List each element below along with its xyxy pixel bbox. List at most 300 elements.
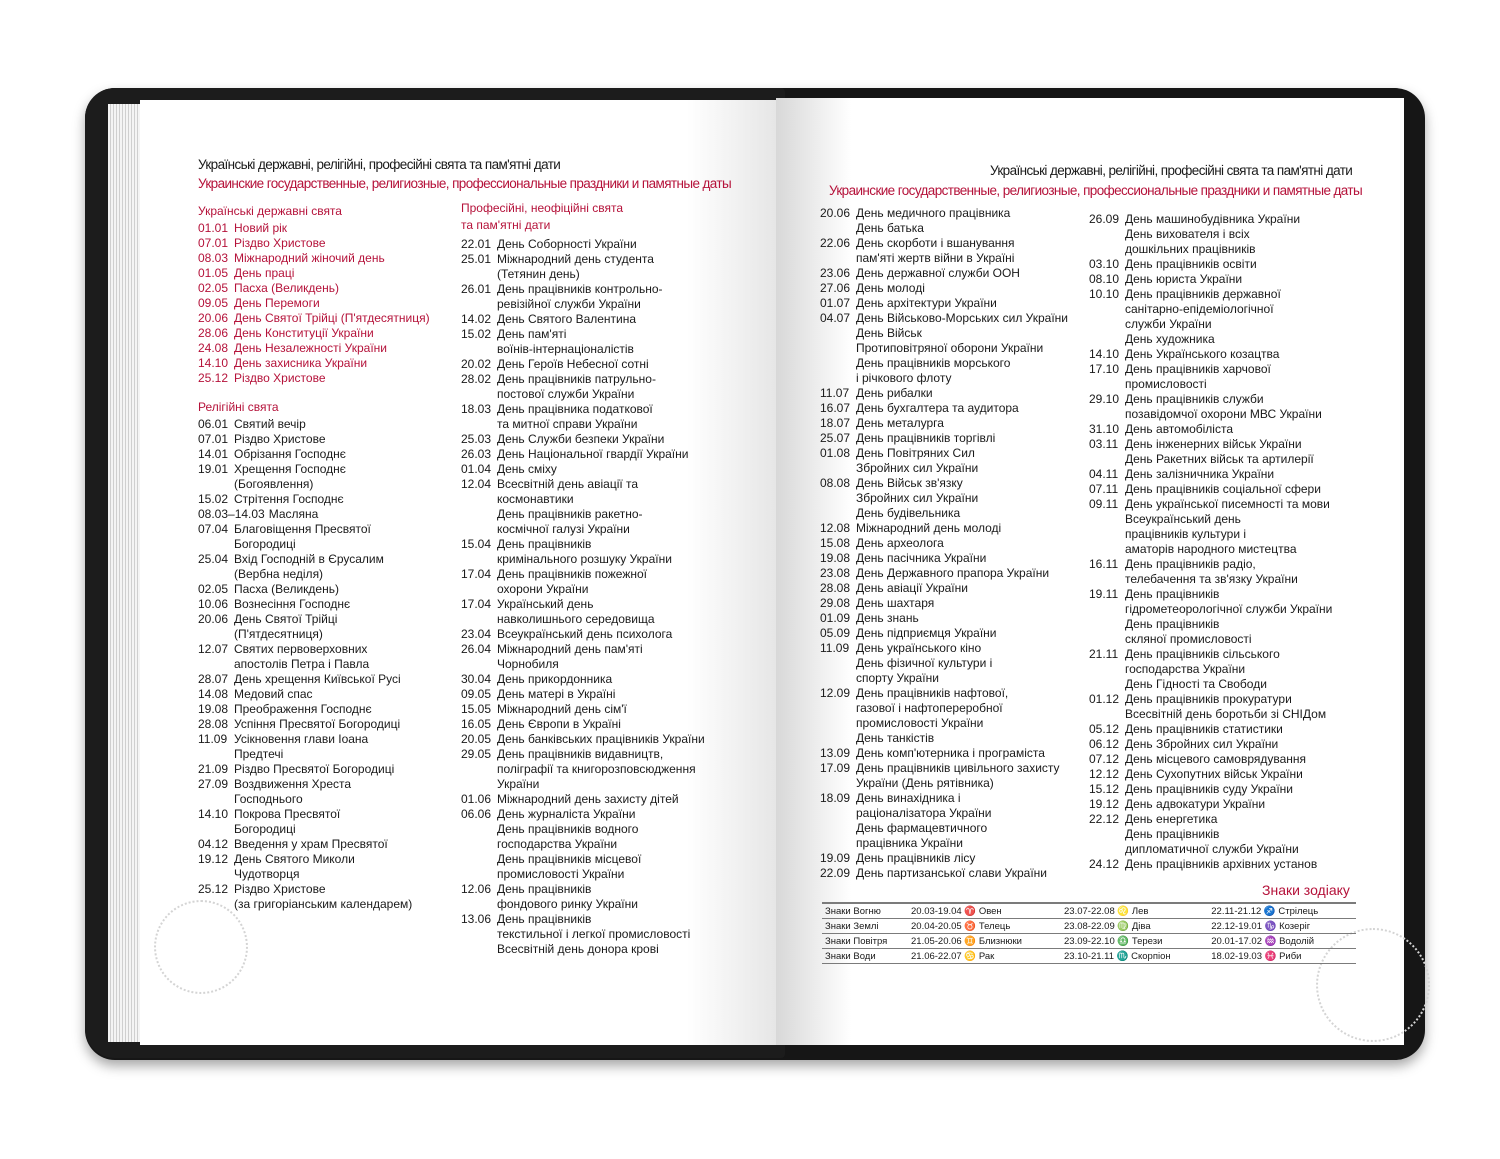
list-item	[820, 476, 1068, 491]
list-item	[1089, 587, 1332, 602]
event-date: 17.04	[461, 597, 492, 611]
list-item	[1089, 257, 1332, 272]
list-item	[461, 477, 705, 492]
event-date: 15.12	[1089, 782, 1120, 796]
list-item	[461, 627, 705, 642]
event-name-continued: Всеукраїнський день	[1125, 512, 1241, 526]
state-holidays-title: Українські державні свята	[198, 204, 342, 218]
event-name-continued: День працівників водного	[497, 822, 639, 836]
list-item	[461, 882, 705, 897]
event-date: 29.10	[1089, 392, 1120, 406]
event-date: 12.06	[461, 882, 492, 896]
event-name: День працівників нафтової,	[856, 686, 1009, 700]
event-name-continued: пам'яті жертв війни в Україні	[856, 251, 1015, 265]
event-date: 01.12	[1089, 692, 1120, 706]
event-date: 10.06	[198, 597, 229, 611]
event-name-continued: телебачення та зв'язку України	[1125, 572, 1298, 586]
event-name-continued: апостолів Петра і Павла	[234, 657, 370, 671]
list-item	[461, 672, 705, 687]
event-date: 14.10	[198, 356, 229, 370]
event-date: 06.01	[198, 417, 229, 431]
event-date: 19.09	[820, 851, 851, 865]
list-item	[1089, 557, 1332, 572]
event-name: Воздвиження Хреста	[234, 777, 352, 791]
list-item	[198, 281, 430, 296]
event-name: Різдво Пресвятої Богородиці	[234, 762, 395, 776]
event-name: День архітектури України	[856, 296, 997, 310]
event-name: Різдво Христове	[234, 432, 326, 446]
event-name: День захисника України	[234, 356, 368, 370]
list-item	[820, 596, 1068, 611]
zodiac-element: Знаки Землі	[822, 919, 908, 934]
list-item	[461, 402, 705, 417]
event-name-continued: (Вербна неділя)	[234, 567, 324, 581]
event-name-continued: День працівників	[1125, 617, 1220, 631]
zodiac-sign: 20.03-19.04 ♈ Овен	[908, 903, 1061, 919]
list-item	[461, 717, 705, 732]
event-name: День працівників видавництв,	[497, 747, 664, 761]
list-item	[198, 687, 430, 702]
event-date: 04.07	[820, 311, 851, 325]
list-item	[461, 792, 705, 807]
event-name: День партизанської слави України	[856, 866, 1048, 880]
event-date: 08.03–14.03	[198, 507, 265, 521]
list-item	[820, 791, 1068, 806]
event-name: День винахідника і	[856, 791, 961, 805]
event-name-continued: Збройних сил України	[856, 461, 979, 475]
event-date: 20.05	[461, 732, 492, 746]
list-item	[461, 372, 705, 387]
list-item	[461, 237, 705, 252]
event-name: День енергетика	[1125, 812, 1218, 826]
event-date: 22.06	[820, 236, 851, 250]
list-item	[820, 236, 1068, 251]
event-name: Стрітення Господнє	[234, 492, 344, 506]
event-date: 14.02	[461, 312, 492, 326]
event-name-continued: господарства України	[497, 837, 618, 851]
list-item	[198, 852, 430, 867]
list-item	[820, 746, 1068, 761]
list-item	[820, 266, 1068, 281]
event-date: 25.12	[198, 882, 229, 896]
event-name-continued: аматорів народного мистецтва	[1125, 542, 1297, 556]
left-header-ua: Українські державні, релігійні, професійні свята та пам'ятні дати	[198, 157, 561, 172]
event-date: 15.02	[461, 327, 492, 341]
event-name: День Військово-Морських сил України	[856, 311, 1069, 325]
professional-title-1: Професійні, неофіційні свята	[461, 201, 624, 215]
event-name-continued: Збройних сил України	[856, 491, 979, 505]
event-name-continued: Всесвітній день донора крові	[497, 942, 659, 956]
event-date: 01.05	[198, 266, 229, 280]
event-date: 18.07	[820, 416, 851, 430]
left-column-2	[461, 201, 705, 957]
event-date: 09.05	[198, 296, 229, 310]
professional-holidays-list	[461, 237, 705, 957]
event-name: День Повітряних Сил	[856, 446, 975, 460]
zodiac-sign: 23.10-21.11 ♏ Скорпіон	[1061, 949, 1208, 964]
event-date: 19.08	[820, 551, 851, 565]
list-item	[198, 582, 430, 597]
list-item	[461, 912, 705, 927]
list-item	[820, 416, 1068, 431]
event-name-continued: воїнів-інтернаціоналістів	[497, 342, 634, 356]
event-name-continued: позавідомчої охорони МВС України	[1125, 407, 1322, 421]
event-name: День авіації України	[856, 581, 968, 595]
list-item	[1089, 767, 1332, 782]
zodiac-element: Знаки Води	[822, 949, 908, 964]
event-name-continued: охорони України	[497, 582, 589, 596]
event-date: 17.04	[461, 567, 492, 581]
event-name-continued: Господнього	[234, 792, 303, 806]
list-item	[1089, 692, 1332, 707]
event-name: Міжнародний день студента	[497, 252, 654, 266]
event-date: 02.05	[198, 582, 229, 596]
list-item	[461, 687, 705, 702]
left-header-ru: Украинские государственные, религиозные, профессиональные праздники и памятные даты	[198, 176, 732, 191]
state-holidays-list	[198, 221, 430, 386]
event-date: 27.06	[820, 281, 851, 295]
event-name: День працівників контрольно-	[497, 282, 663, 296]
event-date: 12.09	[820, 686, 851, 700]
list-item	[461, 462, 705, 477]
event-name-continued: Всесвітній день боротьби зі СНІДом	[1125, 707, 1327, 721]
event-name-continued: День працівників морського	[856, 356, 1011, 370]
event-date: 19.12	[198, 852, 229, 866]
event-date: 10.10	[1089, 287, 1120, 301]
event-name-continued: Богородиці	[234, 822, 296, 836]
event-name: День хрещення Київської Русі	[234, 672, 401, 686]
event-date: 09.05	[461, 687, 492, 701]
event-date: 08.10	[1089, 272, 1120, 286]
event-name: Преображення Господнє	[234, 702, 372, 716]
event-name-continued: промисловості України	[856, 716, 984, 730]
list-item	[198, 597, 430, 612]
list-item	[461, 747, 705, 762]
event-date: 25.12	[198, 371, 229, 385]
event-date: 04.12	[198, 837, 229, 851]
event-name: День Святої Трійці	[234, 612, 338, 626]
event-date: 30.04	[461, 672, 492, 686]
event-date: 19.08	[198, 702, 229, 716]
list-item	[198, 221, 430, 236]
event-name: День працівників освіти	[1125, 257, 1257, 271]
list-item	[1089, 647, 1332, 662]
event-name: День Перемоги	[234, 296, 320, 310]
list-item	[1089, 272, 1332, 287]
event-date: 14.01	[198, 447, 229, 461]
event-name: Пасха (Великдень)	[234, 281, 339, 295]
event-date: 01.01	[198, 221, 229, 235]
event-name: Святих первоверховних	[234, 642, 368, 656]
event-name-continued: День фармацевтичного	[856, 821, 988, 835]
event-name: Всеукраїнський день психолога	[497, 627, 673, 641]
event-name: День працівників	[497, 537, 592, 551]
list-item	[198, 236, 430, 251]
event-date: 05.09	[820, 626, 851, 640]
event-name-continued: і річкового флоту	[856, 371, 952, 385]
event-name: День Святого Миколи	[234, 852, 355, 866]
left-column-1	[198, 204, 430, 912]
event-name: День працівників	[497, 882, 592, 896]
event-name: День Незалежності України	[234, 341, 387, 355]
religious-holidays-title: Релігійні свята	[198, 400, 279, 414]
event-date: 21.09	[198, 762, 229, 776]
event-name-continued: промисловості України	[497, 867, 625, 881]
event-name-continued: (Богоявлення)	[234, 477, 314, 491]
event-date: 20.06	[198, 311, 229, 325]
event-name: День Служби безпеки України	[497, 432, 665, 446]
event-date: 08.08	[820, 476, 851, 490]
event-date: 19.12	[1089, 797, 1120, 811]
event-name: День українського кіно	[856, 641, 982, 655]
event-date: 11.09	[198, 732, 228, 746]
professional-title-2: та пам'ятні дати	[461, 218, 551, 232]
event-name-continued: промисловості	[1125, 377, 1207, 391]
list-item	[820, 311, 1068, 326]
event-name-continued: (П'ятдесятниця)	[234, 627, 323, 641]
event-name: День працівників статистики	[1125, 722, 1283, 736]
event-name: Новий рік	[234, 221, 288, 235]
list-item	[198, 356, 430, 371]
event-date: 20.06	[198, 612, 229, 626]
event-name: День бухгалтера та аудитора	[856, 401, 1019, 415]
event-date: 28.07	[198, 672, 229, 686]
event-name-continued: текстильної і легкої промисловості	[497, 927, 691, 941]
list-item	[198, 507, 430, 522]
event-date: 08.03	[198, 251, 229, 265]
list-item	[198, 642, 430, 657]
event-name: Усікновення глави Іоана	[234, 732, 369, 746]
event-name: День працівників пожежної	[497, 567, 647, 581]
event-name-continued: День вихователя і всіх	[1125, 227, 1250, 241]
event-date: 07.01	[198, 236, 229, 250]
event-date: 25.04	[198, 552, 229, 566]
event-date: 01.08	[820, 446, 851, 460]
list-item	[1089, 347, 1332, 362]
decorative-dots	[154, 900, 248, 994]
event-date: 09.11	[1089, 497, 1119, 511]
event-date: 14.08	[198, 687, 229, 701]
list-item	[198, 341, 430, 356]
list-item	[198, 522, 430, 537]
list-item	[198, 762, 430, 777]
zodiac-row	[822, 949, 1356, 964]
event-name-continued: День батька	[856, 221, 924, 235]
event-date: 26.04	[461, 642, 492, 656]
zodiac-sign: 22.12-19.01 ♑ Козеріг	[1208, 919, 1356, 934]
list-item	[198, 266, 430, 281]
event-name: День прикордонника	[497, 672, 613, 686]
event-name: День підприємця України	[856, 626, 997, 640]
list-item	[198, 296, 430, 311]
event-name: День Європи в Україні	[497, 717, 621, 731]
event-date: 23.04	[461, 627, 492, 641]
event-name: День місцевого самоврядування	[1125, 752, 1307, 766]
event-name-continued: День Гідності та Свободи	[1125, 677, 1267, 691]
event-name-continued: День Військ	[856, 326, 922, 340]
event-name-continued: Протиповітряної оборони України	[856, 341, 1044, 355]
event-name: Введення у храм Пресвятої	[234, 837, 388, 851]
list-item	[820, 521, 1068, 536]
event-date: 04.11	[1089, 467, 1119, 481]
list-item	[198, 552, 430, 567]
event-name: День Українського козацтва	[1125, 347, 1280, 361]
event-name: Святий вечір	[234, 417, 306, 431]
event-name: День працівників суду України	[1125, 782, 1294, 796]
right-header-ru: Украинские государственные, религиозные, профессиональные праздники и памятные даты	[829, 183, 1363, 198]
event-name-continued: кримінального розшуку України	[497, 552, 672, 566]
event-name: День працівника податкової	[497, 402, 653, 416]
event-date: 07.11	[1089, 482, 1119, 496]
event-name: Масляна	[268, 507, 319, 521]
event-date: 23.06	[820, 266, 851, 280]
event-name: Міжнародний день пам'яті	[497, 642, 643, 656]
list-item	[461, 447, 705, 462]
list-item	[198, 462, 430, 477]
event-name-continued: раціоналізатора України	[856, 806, 992, 820]
event-name: День працівників харчової	[1125, 362, 1271, 376]
event-date: 05.12	[1089, 722, 1120, 736]
event-name: День юриста України	[1125, 272, 1243, 286]
list-item	[198, 492, 430, 507]
event-name-continued: працівників культури і	[1125, 527, 1247, 541]
event-date: 01.09	[820, 611, 851, 625]
list-item	[820, 401, 1068, 416]
list-item	[198, 371, 430, 386]
event-name: Міжнародний жіночий день	[234, 251, 385, 265]
event-name: День медичного працівника	[856, 206, 1011, 220]
event-name: День Конституції України	[234, 326, 374, 340]
event-name: День журналіста України	[497, 807, 636, 821]
event-name-continued: фондового ринку України	[497, 897, 638, 911]
event-date: 12.07	[198, 642, 229, 656]
event-date: 01.06	[461, 792, 492, 806]
event-name-continued: санітарно-епідеміологічної	[1125, 302, 1274, 316]
event-name: Обрізання Господнє	[234, 447, 346, 461]
event-name: День інженерних військ України	[1125, 437, 1302, 451]
event-date: 15.08	[820, 536, 851, 550]
zodiac-sign: 22.11-21.12 ♐ Стрілець	[1208, 903, 1356, 919]
event-date: 16.07	[820, 401, 851, 415]
event-name: День працівників патрульно-	[497, 372, 656, 386]
list-item	[1089, 797, 1332, 812]
event-name-continued: космічної галузі України	[497, 522, 630, 536]
event-name: День адвокатури України	[1125, 797, 1266, 811]
event-date: 14.10	[198, 807, 229, 821]
event-date: 31.10	[1089, 422, 1120, 436]
zodiac-row	[822, 919, 1356, 934]
event-date: 20.02	[461, 357, 492, 371]
event-name-continued: служби України	[1125, 317, 1212, 331]
event-name-continued: (за григоріанським календарем)	[234, 897, 413, 911]
event-date: 18.09	[820, 791, 851, 805]
event-name-continued: День будівельника	[856, 506, 961, 520]
zodiac-sign: 23.08-22.09 ♍ Діва	[1061, 919, 1208, 934]
event-name-continued: космонавтики	[497, 492, 574, 506]
event-date: 18.03	[461, 402, 492, 416]
event-date: 13.06	[461, 912, 492, 926]
event-name: Успіння Пресвятої Богородиці	[234, 717, 401, 731]
holidays-list-autumn-winter	[1089, 212, 1332, 872]
event-name: День праці	[234, 266, 295, 280]
event-name: Міжнародний день молоді	[856, 521, 1002, 535]
event-date: 28.06	[198, 326, 229, 340]
event-name: День Соборності України	[497, 237, 637, 251]
list-item	[198, 251, 430, 266]
event-name: День працівників	[497, 912, 592, 926]
event-name: День працівників державної	[1125, 287, 1281, 301]
list-item	[1089, 812, 1332, 827]
event-name: День державної служби ООН	[856, 266, 1020, 280]
event-date: 03.11	[1089, 437, 1119, 451]
event-date: 20.06	[820, 206, 851, 220]
list-item	[820, 581, 1068, 596]
zodiac-title: Знаки зодіаку	[1262, 882, 1350, 898]
event-name-continued: поліграфії та книгорозповсюдження	[497, 762, 696, 776]
zodiac-row	[822, 934, 1356, 949]
event-name-continued: гідрометеорологічної служби України	[1125, 602, 1333, 616]
event-date: 06.06	[461, 807, 492, 821]
list-item	[198, 777, 430, 792]
event-date: 16.05	[461, 717, 492, 731]
list-item	[461, 357, 705, 372]
event-name: День працівників лісу	[856, 851, 976, 865]
event-date: 28.02	[461, 372, 492, 386]
event-date: 02.05	[198, 281, 229, 295]
event-name: День працівників торгівлі	[856, 431, 996, 445]
event-name-continued: України	[497, 777, 540, 791]
list-item	[461, 642, 705, 657]
list-item	[461, 732, 705, 747]
event-name-continued: Предтечі	[234, 747, 284, 761]
zodiac-table	[822, 902, 1356, 964]
zodiac-sign: 18.02-19.03 ♓ Риби	[1208, 949, 1356, 964]
event-name: День сміху	[497, 462, 557, 476]
event-name: День комп'ютерника і програміста	[856, 746, 1045, 760]
holidays-list-summer-autumn	[820, 206, 1068, 881]
event-date: 01.07	[820, 296, 851, 310]
event-name-continued: День фізичної культури і	[856, 656, 993, 670]
list-item	[198, 807, 430, 822]
event-name-continued: спорту України	[856, 671, 939, 685]
event-date: 24.12	[1089, 857, 1120, 871]
event-date: 15.02	[198, 492, 229, 506]
event-date: 13.09	[820, 746, 851, 760]
event-name: День української писемності та мови	[1125, 497, 1330, 511]
event-name: Благовіщення Пресвятої	[234, 522, 371, 536]
event-name: День металурга	[856, 416, 944, 430]
list-item	[461, 567, 705, 582]
list-item	[820, 296, 1068, 311]
event-date: 03.10	[1089, 257, 1120, 271]
event-date: 11.09	[820, 641, 850, 655]
event-name: День працівників архівних установ	[1125, 857, 1318, 871]
event-name-continued: дошкільних працівників	[1125, 242, 1256, 256]
list-item	[198, 702, 430, 717]
event-date: 22.12	[1089, 812, 1120, 826]
event-name-continued: господарства України	[1125, 662, 1246, 676]
event-name: День Сухопутних військ України	[1125, 767, 1303, 781]
list-item	[198, 612, 430, 627]
event-name-continued: навколишнього середовища	[497, 612, 655, 626]
list-item	[820, 866, 1068, 881]
list-item	[820, 566, 1068, 581]
list-item	[198, 447, 430, 462]
event-name: День скорботи і вшанування	[856, 236, 1015, 250]
list-item	[461, 282, 705, 297]
list-item	[198, 326, 430, 341]
event-date: 07.12	[1089, 752, 1120, 766]
